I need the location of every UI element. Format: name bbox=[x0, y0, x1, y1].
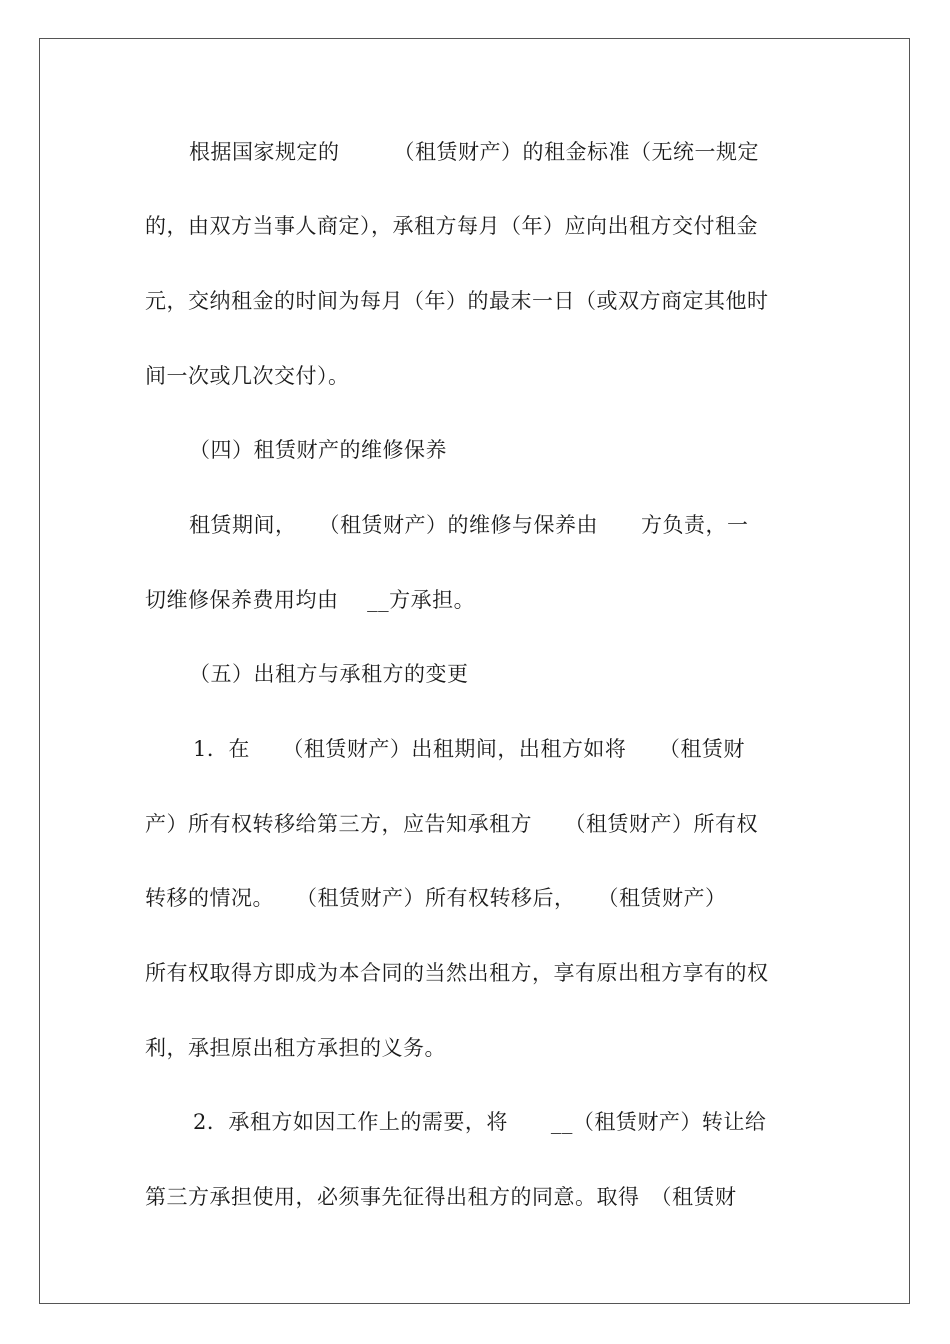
paragraph-line: 间一次或几次交付）。 bbox=[145, 364, 350, 388]
paragraph-line: 转移的情况。 （租赁财产）所有权转移后， （租赁财产） bbox=[145, 886, 727, 910]
paragraph-line: 第三方承担使用，必须事先征得出租方的同意。取得 （租赁财 bbox=[145, 1185, 737, 1209]
paragraph-line: 利，承担原出租方承担的义务。 bbox=[145, 1036, 446, 1060]
paragraph-line: 的，由双方当事人商定），承租方每月（年）应向出租方交付租金 bbox=[145, 214, 758, 238]
section-heading: （四）租赁财产的维修保养 bbox=[189, 438, 447, 462]
paragraph-line: 租赁期间， （租赁财产）的维修与保养由 方负责，一 bbox=[189, 513, 749, 537]
paragraph-line: 产）所有权转移给第三方，应告知承租方 （租赁财产）所有权 bbox=[145, 812, 758, 836]
section-heading: （五）出租方与承租方的变更 bbox=[189, 662, 469, 686]
paragraph-line: 切维修保养费用均由 __方承担。 bbox=[145, 588, 476, 612]
paragraph-line: 2．承租方如因工作上的需要，将 __（租赁财产）转让给 bbox=[193, 1110, 767, 1134]
paragraph-line: 1．在 （租赁财产）出租期间，出租方如将 （租赁财 bbox=[193, 737, 745, 761]
paragraph-line: 根据国家规定的 （租赁财产）的租金标准（无统一规定 bbox=[189, 140, 759, 164]
paragraph-line: 元，交纳租金的时间为每月（年）的最末一日（或双方商定其他时 bbox=[145, 289, 769, 313]
paragraph-line: 所有权取得方即成为本合同的当然出租方，享有原出租方享有的权 bbox=[145, 961, 769, 985]
